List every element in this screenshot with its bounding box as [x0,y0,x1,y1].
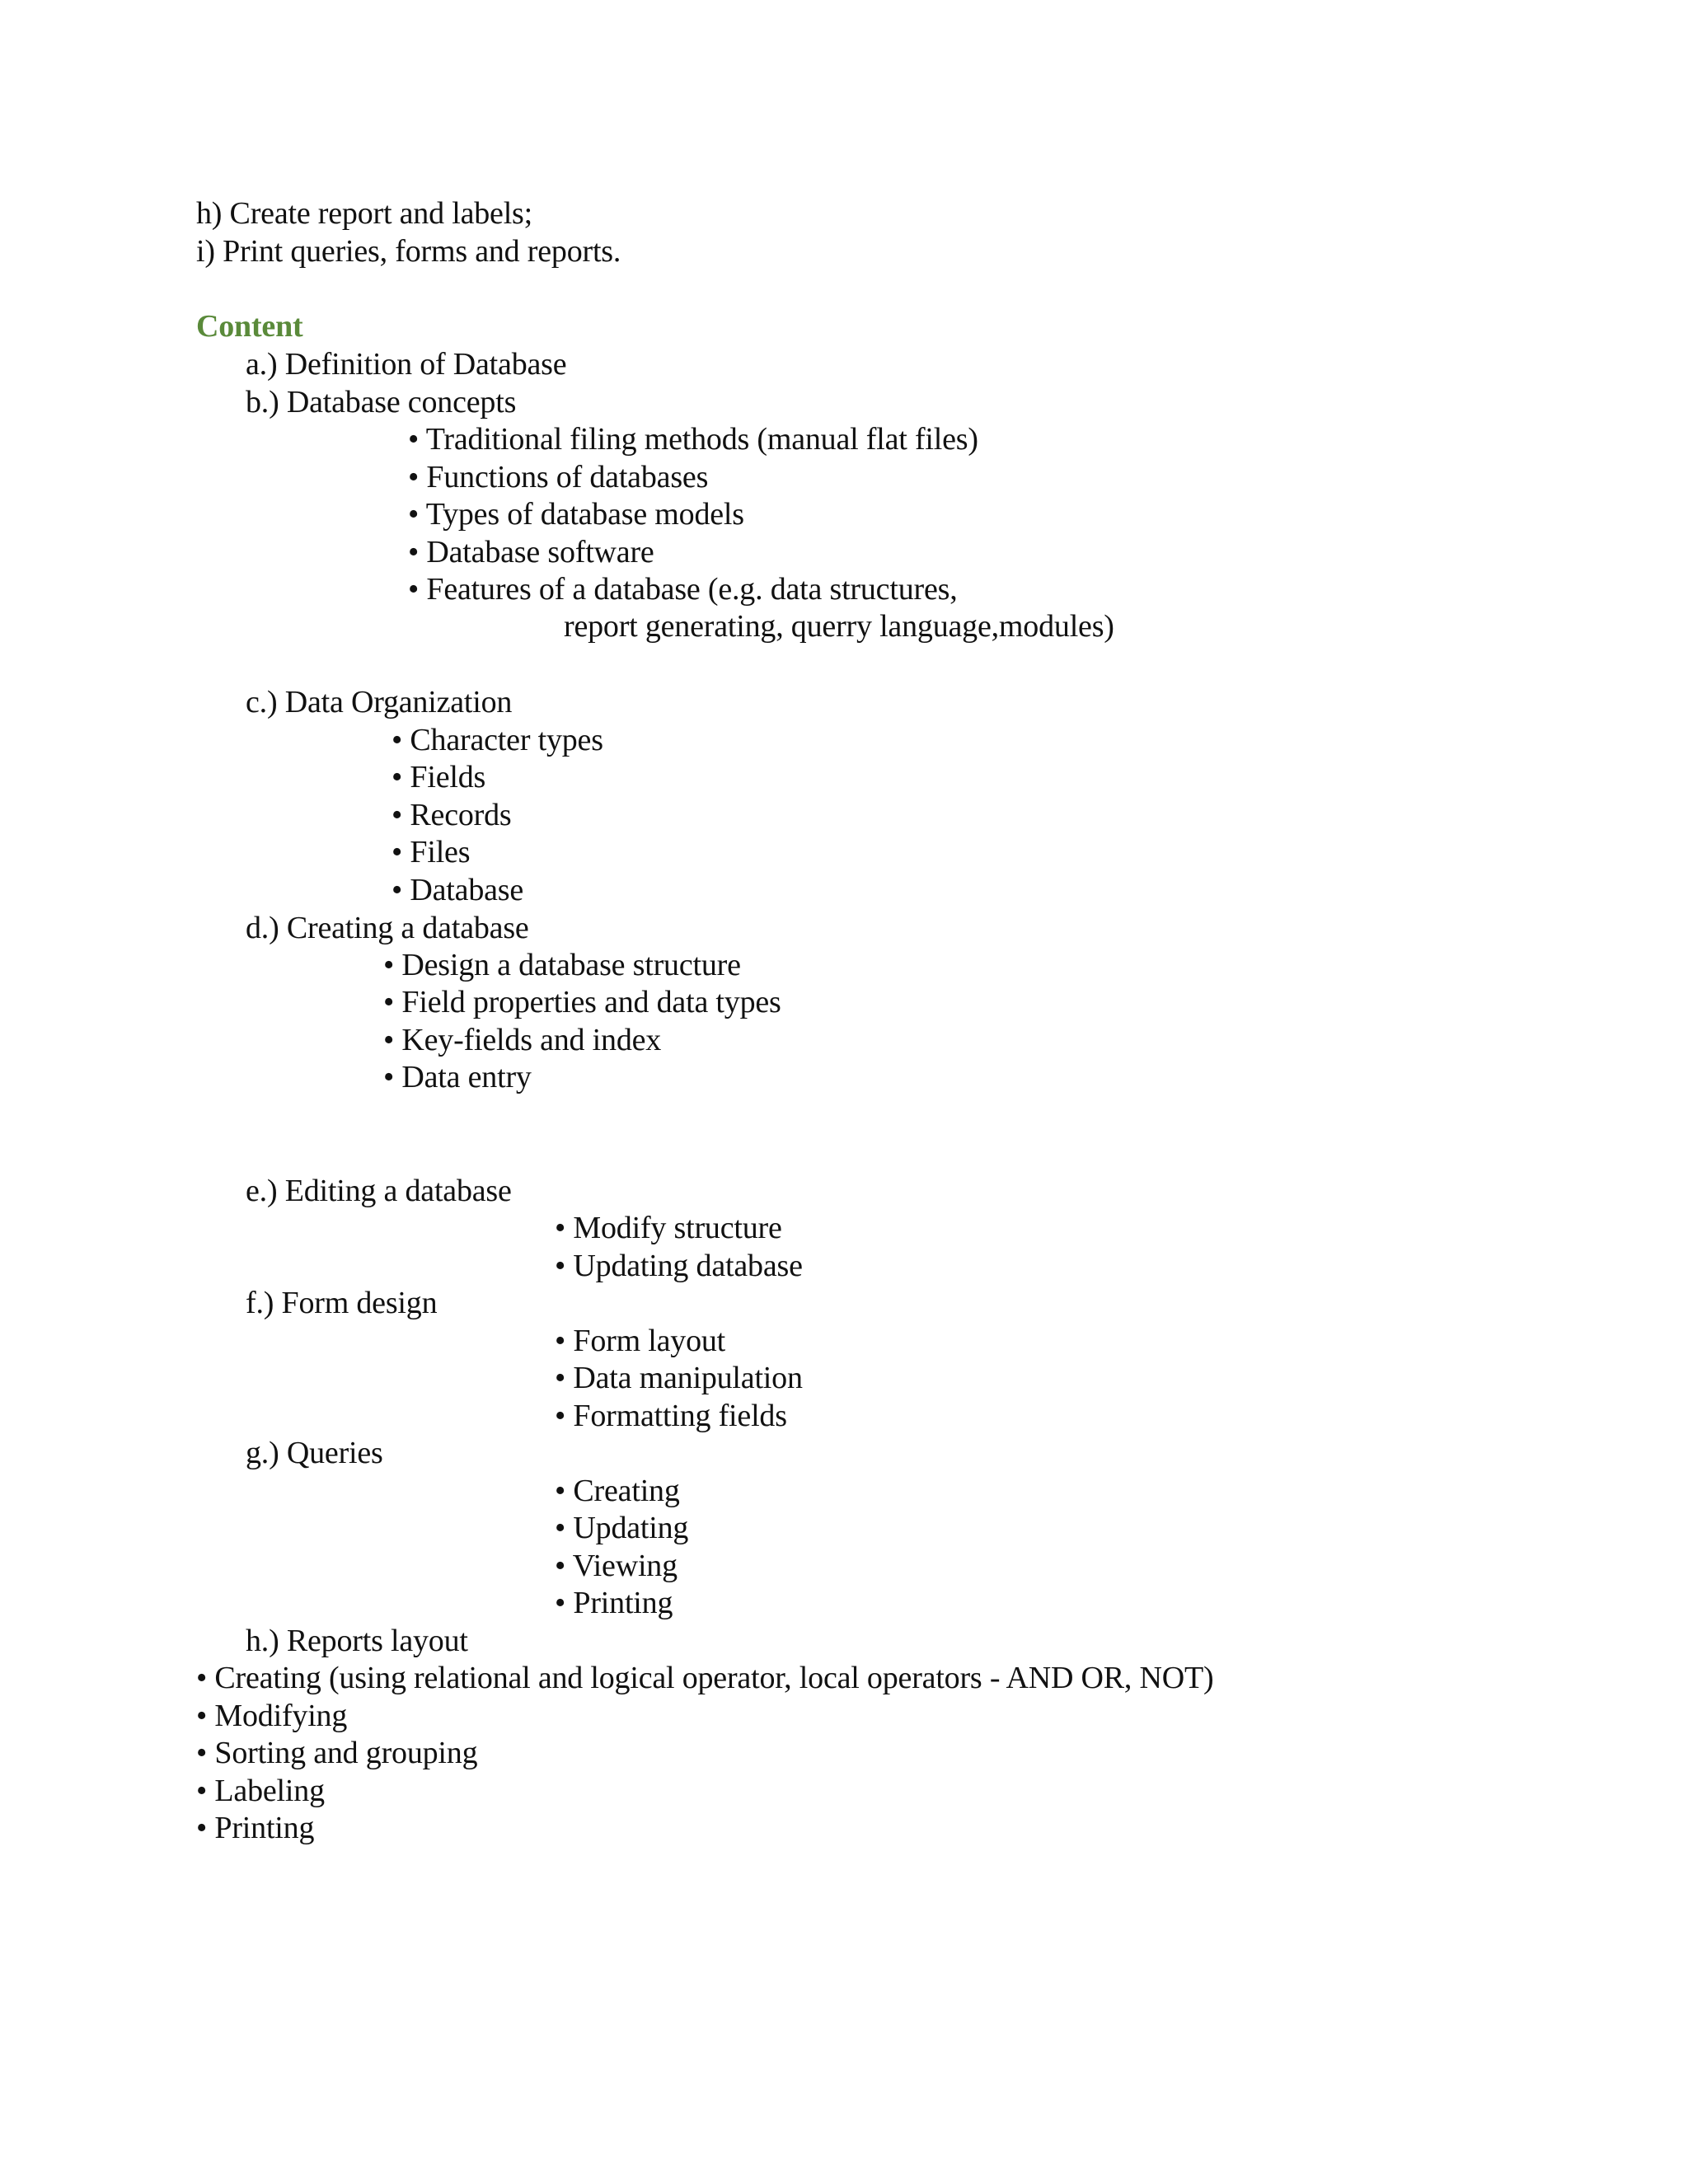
section-c-bullet: • Files [392,835,471,869]
section-a-label: a.) Definition of Database [246,347,567,382]
objective-h: h) Create report and labels; [196,196,533,231]
section-e-bullet: • Modify structure [555,1211,782,1245]
section-g-bullet: • Creating [555,1474,680,1508]
section-b-label: b.) Database concepts [246,385,517,419]
section-b-bullet: • Traditional filing methods (manual flat files) [408,422,978,457]
section-b-bullet: • Database software [408,535,654,569]
section-h-bullet: • Labeling [196,1774,325,1808]
section-d-label: d.) Creating a database [246,911,529,945]
section-f-label: f.) Form design [246,1286,438,1320]
section-c-bullet: • Character types [392,723,603,757]
section-c-bullet: • Records [392,798,512,832]
section-d-bullet: • Data entry [383,1060,532,1094]
section-h-label: h.) Reports layout [246,1624,468,1658]
section-h-bullet: • Printing [196,1811,315,1845]
content-heading: Content [196,309,303,344]
section-e-label: e.) Editing a database [246,1174,512,1208]
section-d-bullet: • Design a database structure [383,948,741,982]
section-g-bullet: • Viewing [555,1549,678,1583]
section-f-bullet: • Formatting fields [555,1399,787,1433]
section-c-label: c.) Data Organization [246,685,513,719]
section-g-bullet: • Printing [555,1586,673,1620]
section-b-bullet: • Types of database models [408,497,744,532]
section-g-bullet: • Updating [555,1511,689,1545]
section-c-bullet: • Database [392,873,524,907]
objective-i: i) Print queries, forms and reports. [196,234,621,269]
section-g-label: g.) Queries [246,1436,383,1470]
section-b-continuation: report generating, querry language,modules) [564,609,1114,644]
section-d-bullet: • Key-fields and index [383,1023,662,1057]
section-h-bullet: • Creating (using relational and logical operator, local operators - AND OR, NOT) [196,1661,1214,1695]
section-e-bullet: • Updating database [555,1249,803,1283]
section-b-bullet: • Features of a database (e.g. data structures, [408,572,958,607]
section-h-bullet: • Modifying [196,1699,348,1733]
section-f-bullet: • Data manipulation [555,1361,803,1395]
section-b-bullet: • Functions of databases [408,460,709,494]
section-h-bullet: • Sorting and grouping [196,1736,478,1770]
section-c-bullet: • Fields [392,760,486,794]
section-f-bullet: • Form layout [555,1324,726,1358]
section-d-bullet: • Field properties and data types [383,985,781,1019]
